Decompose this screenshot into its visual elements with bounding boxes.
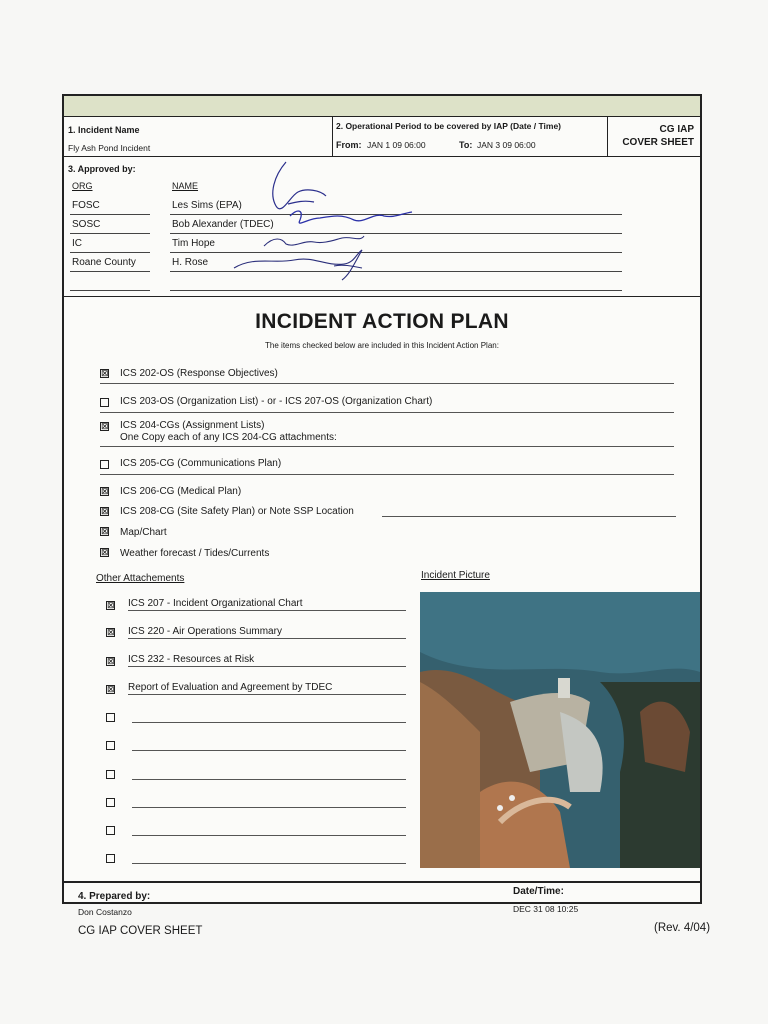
blank-attachment-line[interactable] [132,779,406,780]
approved-by-section [64,156,700,297]
attachment-item: Report of Evaluation and Agreement by TDEC [128,682,333,693]
checklist-item: ICS 205-CG (Communications Plan) [120,458,282,469]
checklist-item: ICS 204-CGs (Assignment Lists) [120,420,265,431]
checkbox[interactable]: ⊠ [101,421,109,431]
approver-name: Tim Hope [172,238,215,249]
checklist-item: ICS 206-CG (Medical Plan) [120,486,242,497]
to-value: JAN 3 09 06:00 [477,140,536,150]
approver-org: SOSC [72,219,101,230]
header-row [64,116,700,157]
approver-name: H. Rose [172,257,209,268]
checkbox[interactable]: ⊠ [101,506,109,516]
incident-photo-drawing [420,592,700,868]
checkbox[interactable] [100,398,109,407]
blank-attachment-line[interactable] [132,807,406,808]
checklist-item: ICS 203-OS (Organization List) - or - ICS 207-OS (Organization Chart) [120,396,433,407]
footer-revision: (Rev. 4/04) [654,922,711,934]
attachment-item: ICS 220 - Air Operations Summary [128,626,282,637]
incident-picture-heading: Incident Picture [421,570,490,581]
blank-attachment-line[interactable] [132,835,406,836]
checkbox[interactable] [106,770,115,779]
approver-org: FOSC [72,200,100,211]
from-label: From: [336,140,362,150]
approver-org: Roane County [72,257,136,268]
form-title-line2: COVER SHEET [622,137,694,148]
checklist-item: Map/Chart [120,527,167,538]
checkbox[interactable]: ⊠ [107,627,115,637]
checkbox[interactable] [106,713,115,722]
checkbox[interactable] [106,798,115,807]
checklist-item: Weather forecast / Tides/Currents [120,548,270,559]
top-band [64,96,700,117]
page-subtitle: The items checked below are included in this Incident Action Plan: [265,341,499,350]
attachment-item: ICS 232 - Resources at Risk [128,654,255,665]
blank-attachment-line[interactable] [132,722,406,723]
operational-period-cell [332,116,608,156]
form-title-cell [607,116,700,156]
datetime-value: DEC 31 08 10:25 [513,904,579,914]
incident-name-label: 1. Incident Name [68,125,140,135]
signatures [224,156,424,281]
form-title-line1: CG IAP [659,124,694,135]
to-label: To: [459,140,473,150]
checkbox[interactable] [106,741,115,750]
checkbox[interactable]: ⊠ [107,656,115,666]
checkbox[interactable]: ⊠ [101,368,109,378]
checkbox[interactable] [106,826,115,835]
prepared-by-label: 4. Prepared by: [78,891,151,902]
checklist-item-subtext: One Copy each of any ICS 204-CG attachments: [120,432,337,443]
other-attachments-heading: Other Attachements [96,573,185,584]
incident-photo [420,592,700,868]
prepared-divider [64,881,700,883]
checklist-item: ICS 208-CG (Site Safety Plan) or Note SSP Location [120,506,354,517]
datetime-label: Date/Time: [513,886,564,897]
attachment-item: ICS 207 - Incident Organizational Chart [128,598,303,609]
checkbox[interactable]: ⊠ [101,486,109,496]
iap-cover-sheet-form [62,94,702,917]
checkbox[interactable] [100,460,109,469]
footer-form-name: CG IAP COVER SHEET [78,925,203,937]
checkbox[interactable]: ⊠ [101,547,109,557]
prepared-by-name: Don Costanzo [78,907,132,917]
incident-name-cell [64,116,333,156]
org-header: ORG [72,181,93,191]
checkbox[interactable] [106,854,115,863]
approver-name: Bob Alexander (TDEC) [172,219,274,230]
checklist-item: ICS 202-OS (Response Objectives) [120,368,278,379]
incident-name-value: Fly Ash Pond Incident [68,143,151,153]
name-header: NAME [172,181,199,191]
from-value: JAN 1 09 06:00 [367,140,426,150]
approver-org: IC [72,238,82,249]
blank-attachment-line[interactable] [132,863,406,864]
checkbox[interactable]: ⊠ [101,526,109,536]
approved-by-label: 3. Approved by: [68,164,136,174]
approver-name: Les Sims (EPA) [172,200,242,211]
checkbox[interactable]: ⊠ [107,600,115,610]
page-title: INCIDENT ACTION PLAN [255,310,509,333]
blank-attachment-line[interactable] [132,750,406,751]
checkbox[interactable]: ⊠ [107,684,115,694]
ssp-location-line [382,516,676,517]
operational-period-label: 2. Operational Period to be covered by IAP (Date / Time) [336,121,561,131]
